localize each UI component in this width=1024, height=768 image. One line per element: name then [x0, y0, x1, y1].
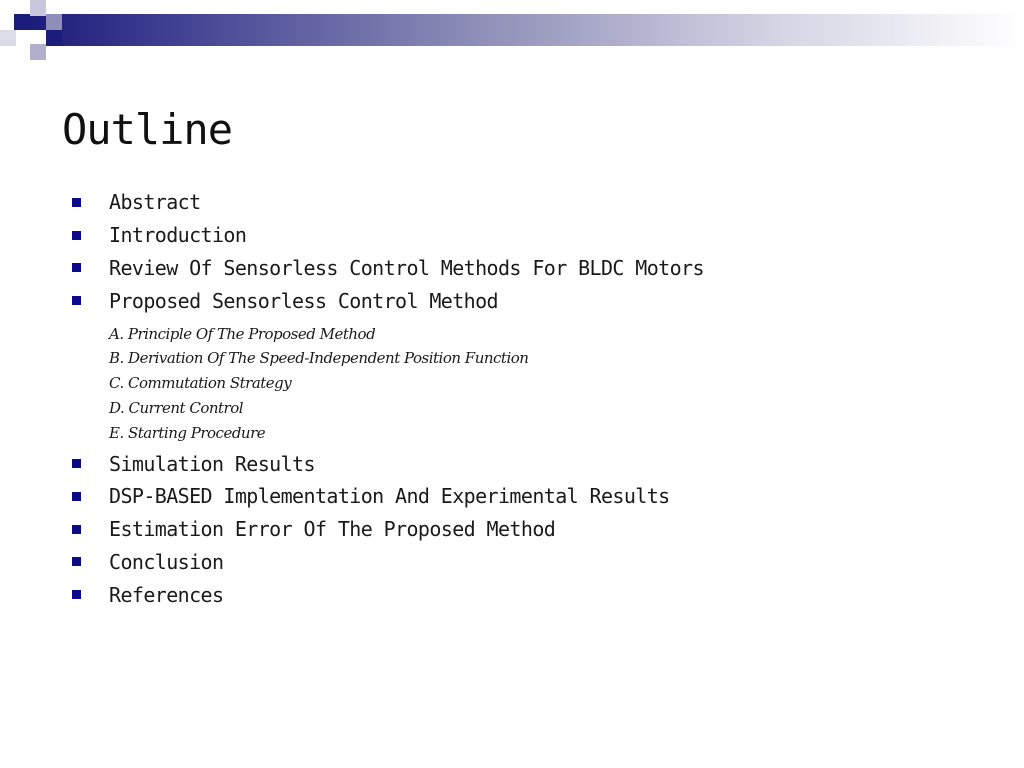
square-bullet-icon: [72, 525, 81, 534]
sub-outline-item: A. Principle Of The Proposed Method: [109, 324, 376, 343]
sub-outline-item: E. Starting Procedure: [109, 423, 266, 442]
outline-item-label: DSP-BASED Implementation And Experimental Results: [109, 484, 670, 509]
slide-title: Outline: [62, 105, 233, 154]
sub-outline-item: D. Current Control: [109, 398, 244, 417]
outline-item: [72, 546, 972, 579]
outline-item-label: Estimation Error Of The Proposed Method: [109, 517, 556, 542]
sub-outline: [72, 321, 972, 445]
outline-item: [72, 252, 972, 285]
square-bullet-icon: [72, 590, 81, 599]
sub-outline-list: [109, 321, 972, 445]
square-bullet-icon: [72, 198, 81, 207]
outline-item-label: Introduction: [109, 223, 247, 248]
outline-item: [72, 513, 972, 546]
outline-item: [72, 284, 972, 317]
outline-item-label: References: [109, 582, 224, 607]
square-bullet-icon: [72, 492, 81, 501]
decorative-square: [46, 14, 62, 30]
outline-item: [72, 447, 972, 480]
square-bullet-icon: [72, 263, 81, 272]
outline-item: [72, 578, 972, 611]
sub-outline-item: C. Commutation Strategy: [109, 374, 292, 393]
outline-item: [72, 186, 972, 219]
outline-item-label: Abstract: [109, 190, 201, 215]
header-gradient-band: [30, 14, 1024, 46]
square-bullet-icon: [72, 557, 81, 566]
decorative-square: [30, 44, 46, 60]
square-bullet-icon: [72, 296, 81, 305]
square-bullet-icon: [72, 459, 81, 468]
square-bullet-icon: [72, 231, 81, 240]
outline-item: [72, 219, 972, 252]
decorative-square: [0, 30, 16, 46]
outline-item-label: Simulation Results: [109, 451, 315, 476]
decorative-square: [14, 14, 30, 30]
outline-list: [72, 186, 972, 611]
outline-item-label: Proposed Sensorless Control Method: [109, 288, 498, 313]
outline-item: [72, 480, 972, 513]
sub-outline-item: B. Derivation Of The Speed-Independent Position Function: [109, 349, 529, 368]
outline-item-label: Review Of Sensorless Control Methods For BLDC Motors: [109, 255, 704, 280]
decorative-square: [30, 0, 46, 16]
decorative-square: [46, 30, 62, 46]
outline-item-label: Conclusion: [109, 549, 224, 574]
